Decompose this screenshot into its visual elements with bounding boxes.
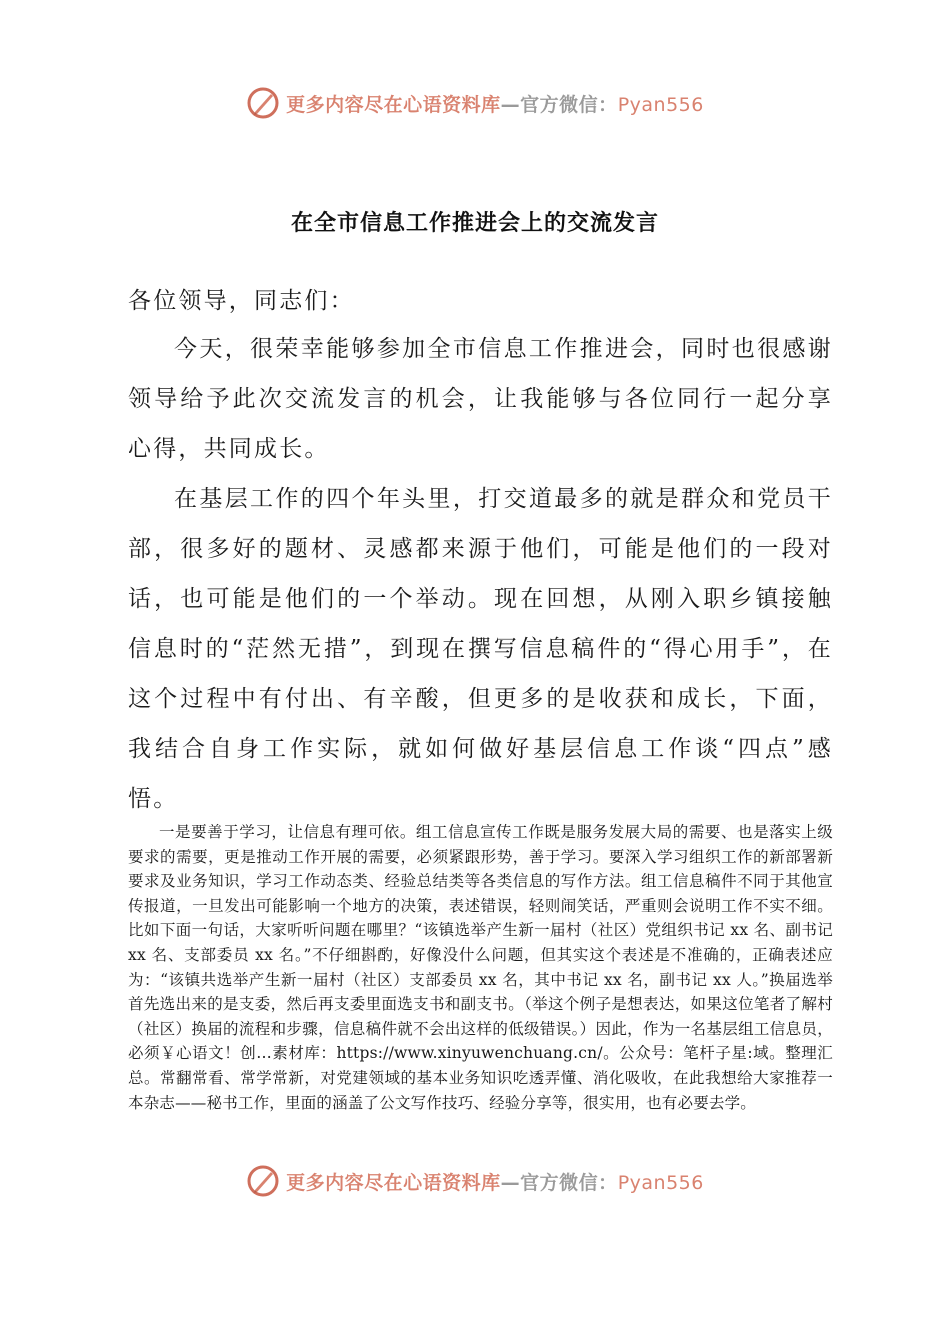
watermark-wechat-id: Pyan556 <box>617 1171 704 1194</box>
watermark-footer <box>0 1164 950 1198</box>
watermark-wechat-id: Pyan556 <box>617 93 704 116</box>
watermark-suffix-text: —官方微信： <box>500 93 618 116</box>
pen-circle-logo-icon <box>246 1164 280 1198</box>
watermark-header <box>0 86 950 120</box>
watermark-suffix-text: —官方微信： <box>500 1171 618 1194</box>
document-title: 在全市信息工作推进会上的交流发言 <box>290 211 659 236</box>
watermark-main-text: 更多内容尽在心语资料库 <box>286 1171 501 1194</box>
paragraph-experience: 在基层工作的四个年头里，打交道最多的就是群众和党员干部，很多好的题材、灵感都来源于他们，可能是他们的一段对话，也可能是他们的一个举动。现在回想，从刚入职乡镇接触信息时的“茫然无措”，到现在撰写信息稿件的“得心用手”，在这个过程中有付出、有辛酸，但更多的是收获和成长，下面，我结合自身工作实际，就如何做好基层信息工作谈“四点”感悟。 <box>128 486 833 812</box>
paragraph-opening: 今天，很荣幸能够参加全市信息工作推进会，同时也很感谢领导给予此次交流发言的机会，让我能够与各位同行一起分享心得，共同成长。 <box>128 336 833 462</box>
pen-circle-logo-icon <box>246 86 280 120</box>
salutation: 各位领导，同志们： <box>128 288 355 314</box>
paragraph-point-one: 一是要善于学习，让信息有理可依。组工信息宣传工作既是服务发展大局的需要、也是落实上级要求的需要，更是推动工作开展的需要，必须紧跟形势，善于学习。要深入学习组织工作的新部署新要求及业务知识，学习工作动态类、经验总结类等各类信息的写作方法。组工信息稿件不同于其他宣传报道，一旦发出可能影响一个地方的决策，表述错误，轻则闹笑话，严重则会说明工作不实不细。比如下面一句话，大家听听问题在哪里？“该镇选举产生新一届村（社区）党组织书记 xx 名、副书记 xx 名、支部委员 xx 名。”不仔细斟酌，好像没什么问题，但其实这个表述是不准确的，正确表述应为：“该镇共选举产生新一届村（社区）支部委员 xx 名，其中书记 xx 名，副书记 xx 人。”换届选举首先选出来的是支委，然后再支委里面选支书和副支书。（举这个例子是想表达，如果这位笔者了解村（社区）换届的流程和步骤，信息稿件就不会出这样的低级错误。）因此，作为一名基层组工信息员，必须￥心语文！创…素材库：https://www.xinyuwenchuang.cn/。公众号：笔杆子星:域。整理汇总。常翻常看、常学常新，对党建领域的基本业务知识吃透弄懂、消化吸收，在此我想给大家推荐一本杂志——秘书工作，里面的涵盖了公文写作技巧、经验分享等，很实用，也有必要去学。 <box>128 823 833 1112</box>
watermark-main-text: 更多内容尽在心语资料库 <box>286 93 501 116</box>
